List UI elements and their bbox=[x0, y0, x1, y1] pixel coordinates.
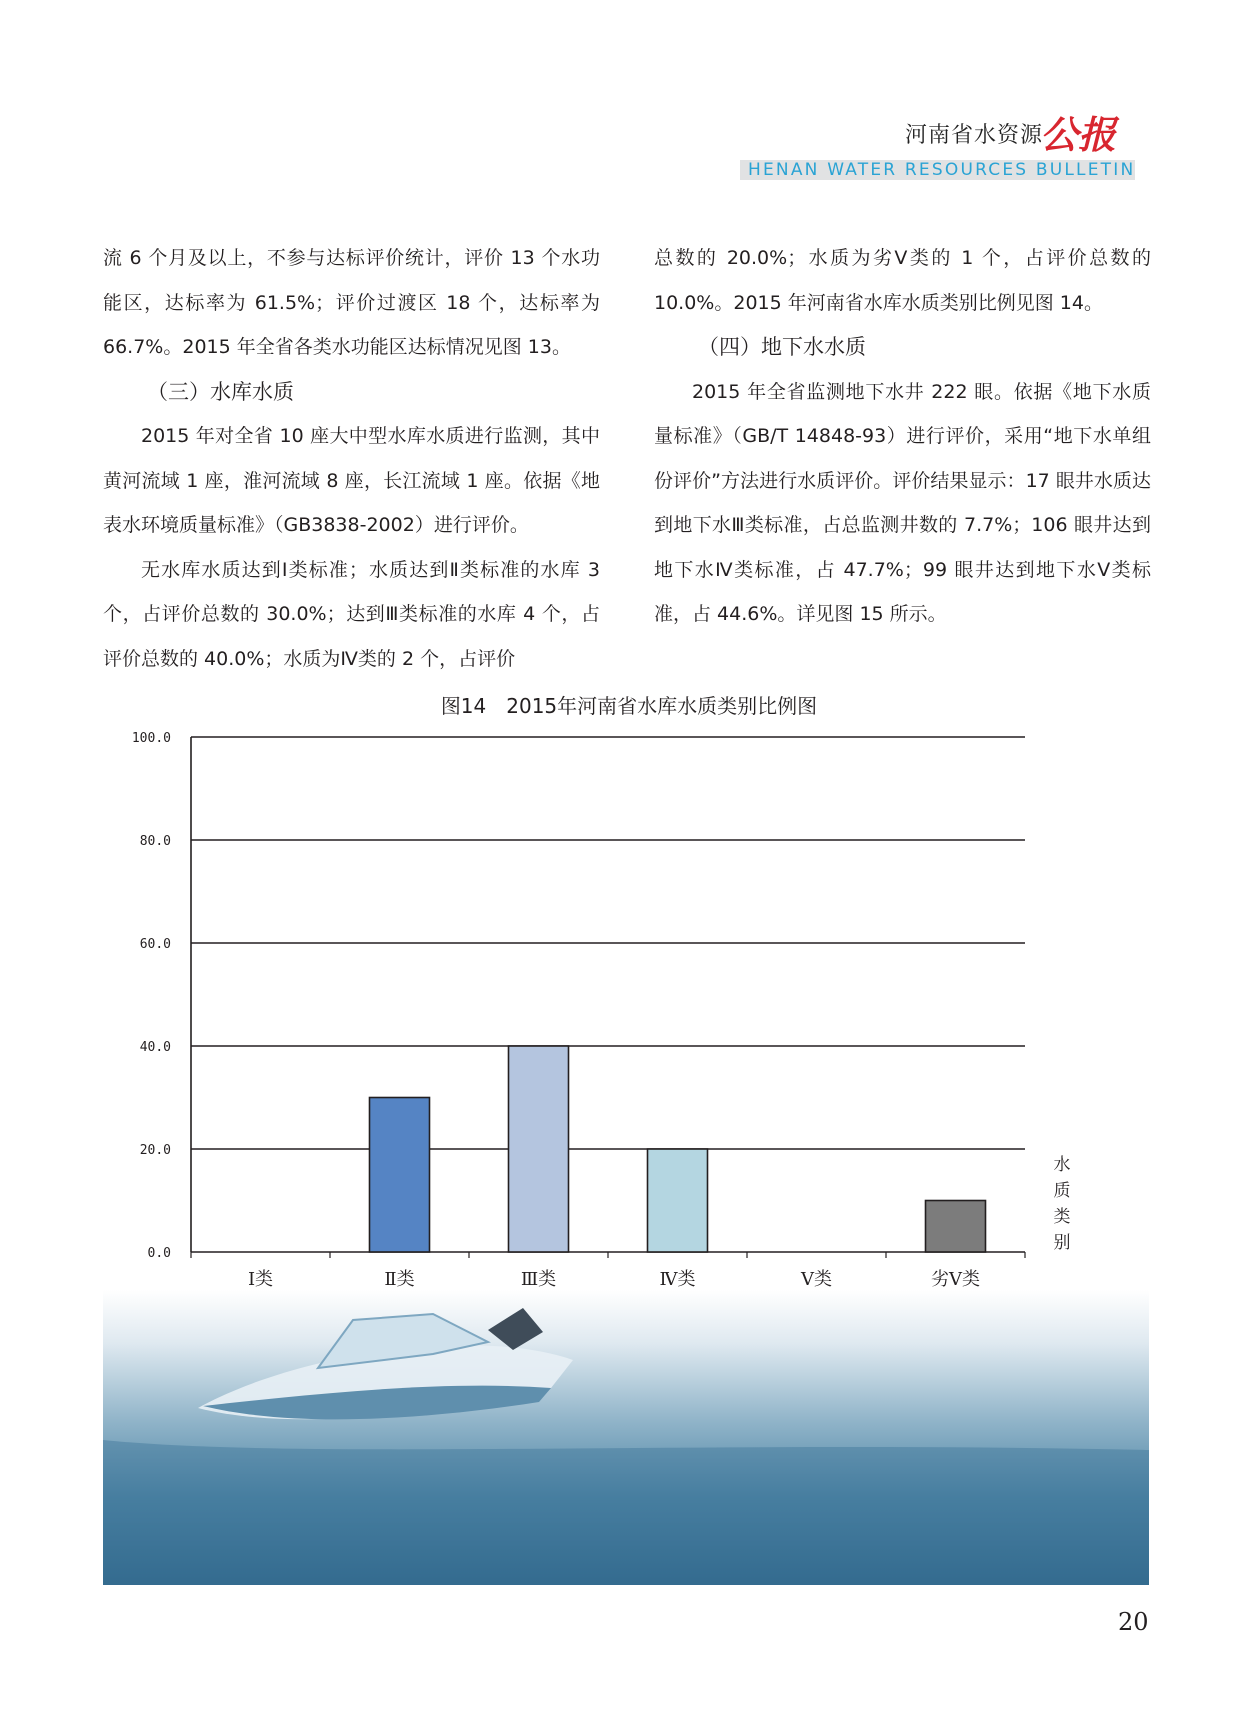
y-tick-label: 60.0 bbox=[139, 937, 171, 952]
y-tick-label: 0.0 bbox=[147, 1246, 171, 1261]
y-tick-label: 40.0 bbox=[139, 1040, 171, 1055]
header-english-title: HENAN WATER RESOURCES BULLETIN bbox=[748, 160, 1136, 180]
section-heading-groundwater: （四）地下水水质 bbox=[698, 335, 866, 359]
right-paragraph-2: 2015 年全省监测地下水井 222 眼。依据《地下水质量标准》（GB/T 14848-93）进行评价，采用“地下水单组份评价”方法进行水质评价。评价结果显示：17 眼井水质达到地下水Ⅲ类标准，占总监测井数的 7.7%；106 眼井达到地下水Ⅳ类标准，占 47.7%；99 眼井达到地下水Ⅴ类标准，占 44.6%。详见图 15 所示。 bbox=[654, 380, 1151, 625]
bar bbox=[648, 1149, 708, 1252]
chart-title: 图14 2015年河南省水库水质类别比例图 bbox=[440, 694, 818, 718]
bar bbox=[509, 1046, 569, 1252]
x-tick-label: Ⅳ类 bbox=[659, 1269, 696, 1290]
x-tick-label: Ⅴ类 bbox=[801, 1269, 832, 1290]
boat-photo bbox=[103, 1290, 1149, 1585]
page-number: 20 bbox=[1118, 1608, 1149, 1636]
left-paragraph-3: 无水库水质达到Ⅰ类标准；水质达到Ⅱ类标准的水库 3 个，占评价总数的 30.0%；达到Ⅲ类标准的水库 4 个，占评价总数的 40.0%；水质为Ⅳ类的 2 个，占评价 bbox=[103, 558, 600, 670]
boat-illustration bbox=[103, 1290, 1149, 1585]
y-tick-label: 20.0 bbox=[139, 1143, 171, 1158]
section-heading-reservoir: （三）水库水质 bbox=[147, 379, 294, 404]
right-paragraph-1: 总数的 20.0%；水质为劣Ⅴ类的 1 个，占评价总数的 10.0%。2015 年河南省水库水质类别比例见图 14。 bbox=[654, 247, 1151, 314]
x-tick-label: Ⅰ类 bbox=[247, 1269, 274, 1290]
bulletin-logo: 公报 bbox=[1040, 112, 1117, 157]
x-tick-label: Ⅲ类 bbox=[520, 1269, 557, 1290]
x-tick-label: 劣Ⅴ类 bbox=[931, 1269, 980, 1290]
bar bbox=[926, 1201, 986, 1253]
bar bbox=[370, 1098, 430, 1253]
left-paragraph-1: 流 6 个月及以上，不参与达标评价统计，评价 13 个水功能区，达标率为 61.5%；评价过渡区 18 个，达标率为 66.7%。2015 年全省各类水功能区达标情况见图 13。 bbox=[103, 247, 600, 358]
x-tick-label: Ⅱ类 bbox=[384, 1269, 415, 1290]
left-paragraph-2: 2015 年对全省 10 座大中型水库水质进行监测，其中黄河流域 1 座，淮河流域 8 座，长江流域 1 座。依据《地表水环境质量标准》（GB3838-2002）进行评价。 bbox=[103, 425, 600, 536]
y-tick-label: 100.0 bbox=[131, 731, 171, 746]
header-title: 河南省水资源 bbox=[905, 123, 1044, 148]
left-column bbox=[103, 236, 600, 681]
right-column bbox=[654, 236, 1151, 637]
x-axis-label: 水 质 类 别 bbox=[1053, 1155, 1071, 1253]
y-tick-label: 80.0 bbox=[139, 834, 171, 849]
